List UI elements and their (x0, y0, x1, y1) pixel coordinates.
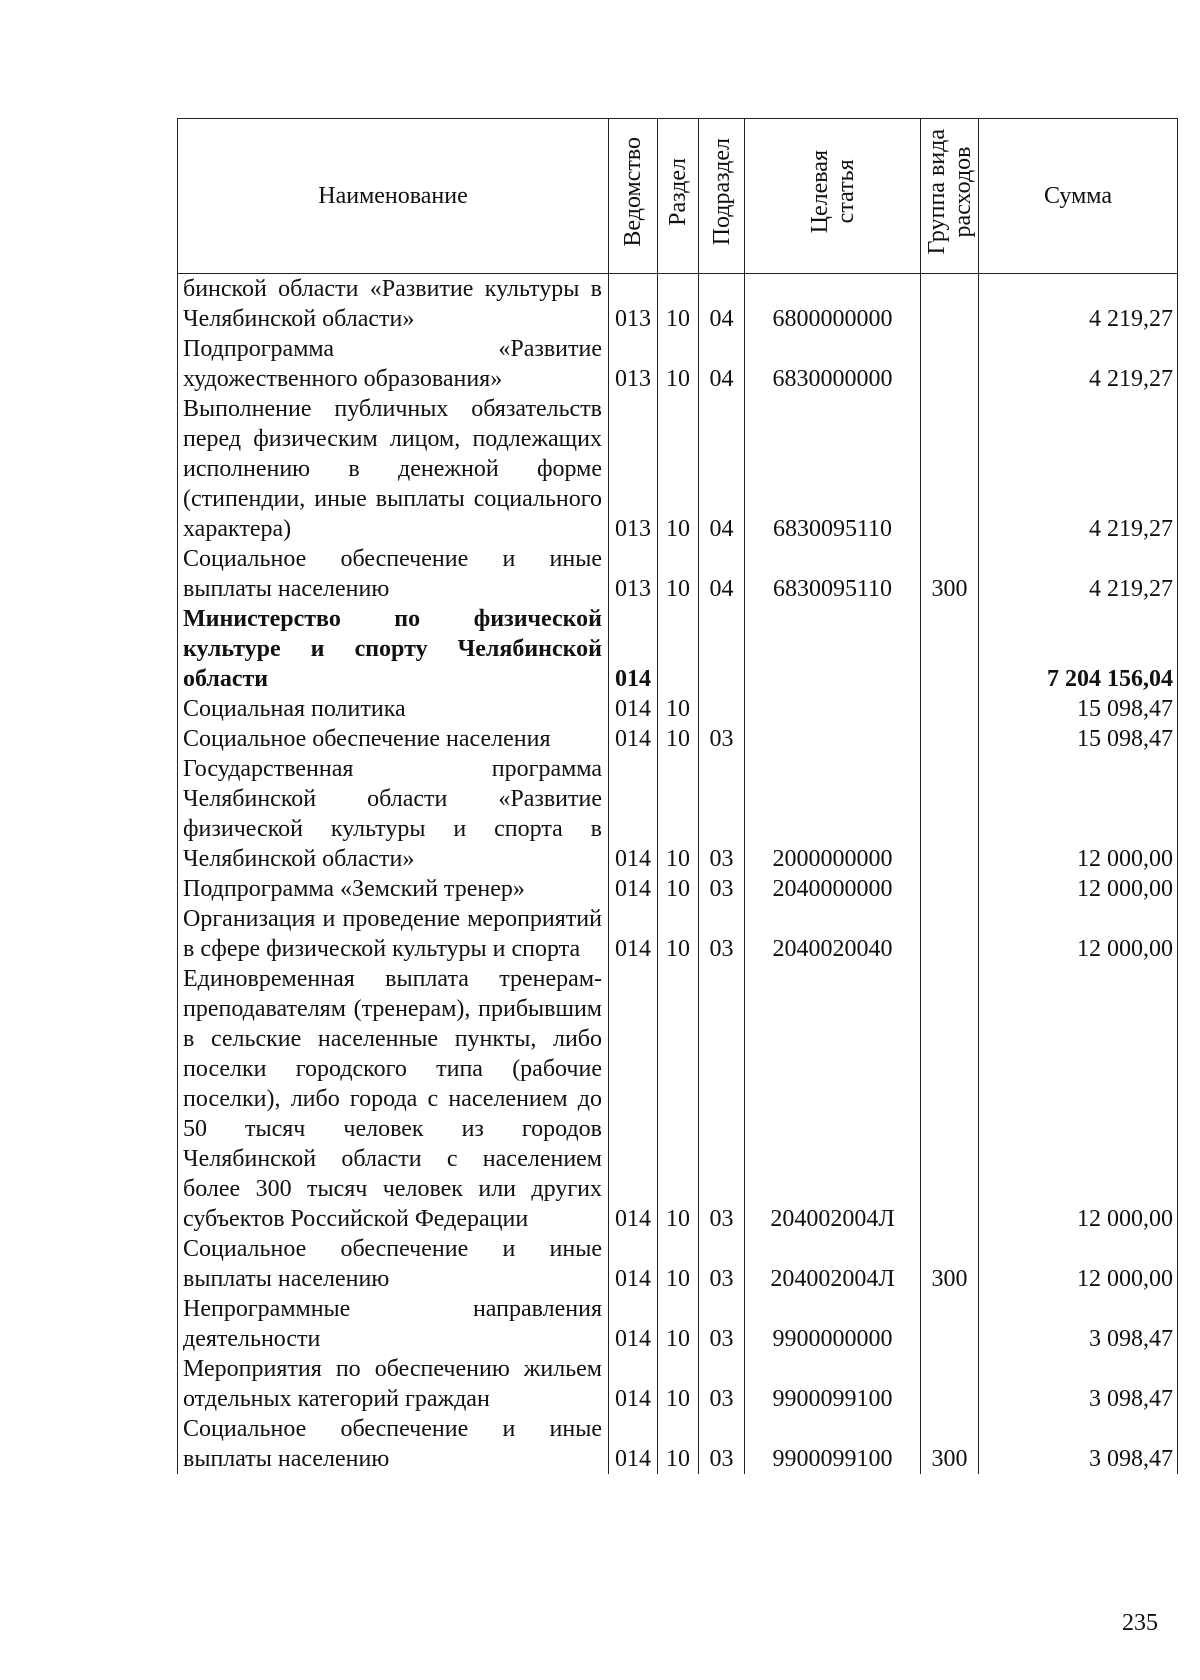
cell-dept: 014 (609, 724, 658, 754)
cell-section: 10 (658, 754, 699, 874)
cell-name: Социальное обеспечение населения (178, 724, 609, 754)
table-row (178, 1414, 1178, 1474)
cell-group (921, 694, 979, 724)
table-row (178, 754, 1178, 874)
cell-dept: 013 (609, 394, 658, 544)
cell-dept: 014 (609, 964, 658, 1234)
cell-subsection: 03 (699, 1234, 745, 1294)
cell-group (921, 754, 979, 874)
cell-target (745, 724, 921, 754)
header-row (178, 119, 1178, 274)
cell-group (921, 964, 979, 1234)
header-sum: Сумма (979, 119, 1178, 274)
cell-group: 300 (921, 544, 979, 604)
table-row (178, 394, 1178, 544)
header-group: Группа вида расходов (921, 119, 979, 274)
cell-dept: 013 (609, 544, 658, 604)
header-target: Целевая статья (745, 119, 921, 274)
table-row (178, 1294, 1178, 1354)
cell-target: 9900099100 (745, 1354, 921, 1414)
cell-section: 10 (658, 724, 699, 754)
cell-target: 204002004Л (745, 964, 921, 1234)
cell-sum: 12 000,00 (979, 874, 1178, 904)
cell-name: Государственная программа Челябинской области «Развитие физической культуры и спорта в Челябинской области» (178, 754, 609, 874)
cell-section: 10 (658, 544, 699, 604)
table-row (178, 544, 1178, 604)
table-body (178, 274, 1178, 1475)
table-row (178, 724, 1178, 754)
cell-name: бинской области «Развитие культуры в Челябинской области» (178, 274, 609, 335)
page-number: 235 (1122, 1610, 1158, 1636)
cell-group (921, 394, 979, 544)
cell-name: Социальная политика (178, 694, 609, 724)
header-section: Раздел (658, 119, 699, 274)
cell-section (658, 604, 699, 694)
cell-subsection: 04 (699, 334, 745, 394)
cell-section: 10 (658, 334, 699, 394)
cell-dept: 013 (609, 274, 658, 335)
cell-sum: 12 000,00 (979, 1234, 1178, 1294)
table-row (178, 694, 1178, 724)
cell-target: 9900000000 (745, 1294, 921, 1354)
cell-group (921, 334, 979, 394)
cell-name: Социальное обеспечение и иные выплаты населению (178, 1234, 609, 1294)
cell-name: Министерство по физической культуре и спорту Челябинской области (178, 604, 609, 694)
cell-subsection: 03 (699, 724, 745, 754)
cell-section: 10 (658, 904, 699, 964)
cell-sum: 12 000,00 (979, 964, 1178, 1234)
cell-sum: 12 000,00 (979, 754, 1178, 874)
cell-dept: 014 (609, 874, 658, 904)
cell-target: 6830095110 (745, 544, 921, 604)
cell-target: 6830000000 (745, 334, 921, 394)
cell-subsection (699, 604, 745, 694)
table-row (178, 604, 1178, 694)
cell-subsection (699, 694, 745, 724)
cell-target: 2040020040 (745, 904, 921, 964)
cell-group (921, 274, 979, 335)
cell-subsection: 03 (699, 1414, 745, 1474)
cell-subsection: 03 (699, 874, 745, 904)
cell-section: 10 (658, 394, 699, 544)
cell-dept: 014 (609, 1294, 658, 1354)
cell-target (745, 604, 921, 694)
cell-group (921, 874, 979, 904)
cell-name: Социальное обеспечение и иные выплаты населению (178, 544, 609, 604)
cell-sum: 4 219,27 (979, 334, 1178, 394)
cell-sum: 15 098,47 (979, 694, 1178, 724)
cell-target: 6800000000 (745, 274, 921, 335)
cell-target (745, 694, 921, 724)
cell-subsection: 04 (699, 544, 745, 604)
cell-name: Непрограммные направления деятельности (178, 1294, 609, 1354)
cell-target: 204002004Л (745, 1234, 921, 1294)
cell-dept: 014 (609, 1234, 658, 1294)
cell-dept: 014 (609, 1414, 658, 1474)
header-dept: Ведомство (609, 119, 658, 274)
cell-section: 10 (658, 964, 699, 1234)
cell-sum: 4 219,27 (979, 544, 1178, 604)
budget-table (177, 118, 1178, 1474)
cell-sum: 3 098,47 (979, 1354, 1178, 1414)
table-row (178, 874, 1178, 904)
cell-sum: 15 098,47 (979, 724, 1178, 754)
cell-group (921, 724, 979, 754)
cell-group (921, 1294, 979, 1354)
cell-group (921, 1354, 979, 1414)
cell-subsection: 04 (699, 394, 745, 544)
cell-subsection: 03 (699, 754, 745, 874)
cell-target: 2000000000 (745, 754, 921, 874)
cell-dept: 014 (609, 754, 658, 874)
header-name: Наименование (178, 119, 609, 274)
cell-group (921, 904, 979, 964)
cell-sum: 4 219,27 (979, 394, 1178, 544)
cell-subsection: 03 (699, 1294, 745, 1354)
table-row (178, 1354, 1178, 1414)
cell-sum: 7 204 156,04 (979, 604, 1178, 694)
cell-sum: 4 219,27 (979, 274, 1178, 335)
cell-name: Организация и проведение мероприятий в сфере физической культуры и спорта (178, 904, 609, 964)
cell-sum: 3 098,47 (979, 1294, 1178, 1354)
table-row (178, 904, 1178, 964)
table-row (178, 964, 1178, 1234)
cell-name: Подпрограмма «Земский тренер» (178, 874, 609, 904)
cell-subsection: 03 (699, 904, 745, 964)
cell-section: 10 (658, 1294, 699, 1354)
cell-section: 10 (658, 1414, 699, 1474)
cell-target: 9900099100 (745, 1414, 921, 1474)
cell-dept: 014 (609, 1354, 658, 1414)
cell-dept: 013 (609, 334, 658, 394)
table-row (178, 334, 1178, 394)
cell-dept: 014 (609, 904, 658, 964)
cell-name: Подпрограмма «Развитие художественного образования» (178, 334, 609, 394)
cell-subsection: 03 (699, 1354, 745, 1414)
table-row (178, 1234, 1178, 1294)
cell-name: Социальное обеспечение и иные выплаты населению (178, 1414, 609, 1474)
cell-sum: 3 098,47 (979, 1414, 1178, 1474)
cell-dept: 014 (609, 694, 658, 724)
cell-group (921, 604, 979, 694)
cell-subsection: 04 (699, 274, 745, 335)
cell-section: 10 (658, 874, 699, 904)
cell-group: 300 (921, 1414, 979, 1474)
cell-subsection: 03 (699, 964, 745, 1234)
header-subsection: Подраздел (699, 119, 745, 274)
cell-section: 10 (658, 694, 699, 724)
cell-section: 10 (658, 1234, 699, 1294)
cell-name: Мероприятия по обеспечению жильем отдельных категорий граждан (178, 1354, 609, 1414)
cell-group: 300 (921, 1234, 979, 1294)
cell-name: Единовременная выплата тренерам-преподавателям (тренерам), прибывшим в сельские населенные пункты, либо поселки городского типа (рабочие поселки), либо города с населением до 50 тысяч человек из городов Челябинской области с населением более 300 тысяч человек или других субъектов Российской Федерации (178, 964, 609, 1234)
cell-target: 6830095110 (745, 394, 921, 544)
cell-dept: 014 (609, 604, 658, 694)
cell-name: Выполнение публичных обязательств перед физическим лицом, подлежащих исполнению в денежной форме (стипендии, иные выплаты социального характера) (178, 394, 609, 544)
cell-sum: 12 000,00 (979, 904, 1178, 964)
cell-section: 10 (658, 274, 699, 335)
cell-target: 2040000000 (745, 874, 921, 904)
table-row (178, 274, 1178, 335)
cell-section: 10 (658, 1354, 699, 1414)
